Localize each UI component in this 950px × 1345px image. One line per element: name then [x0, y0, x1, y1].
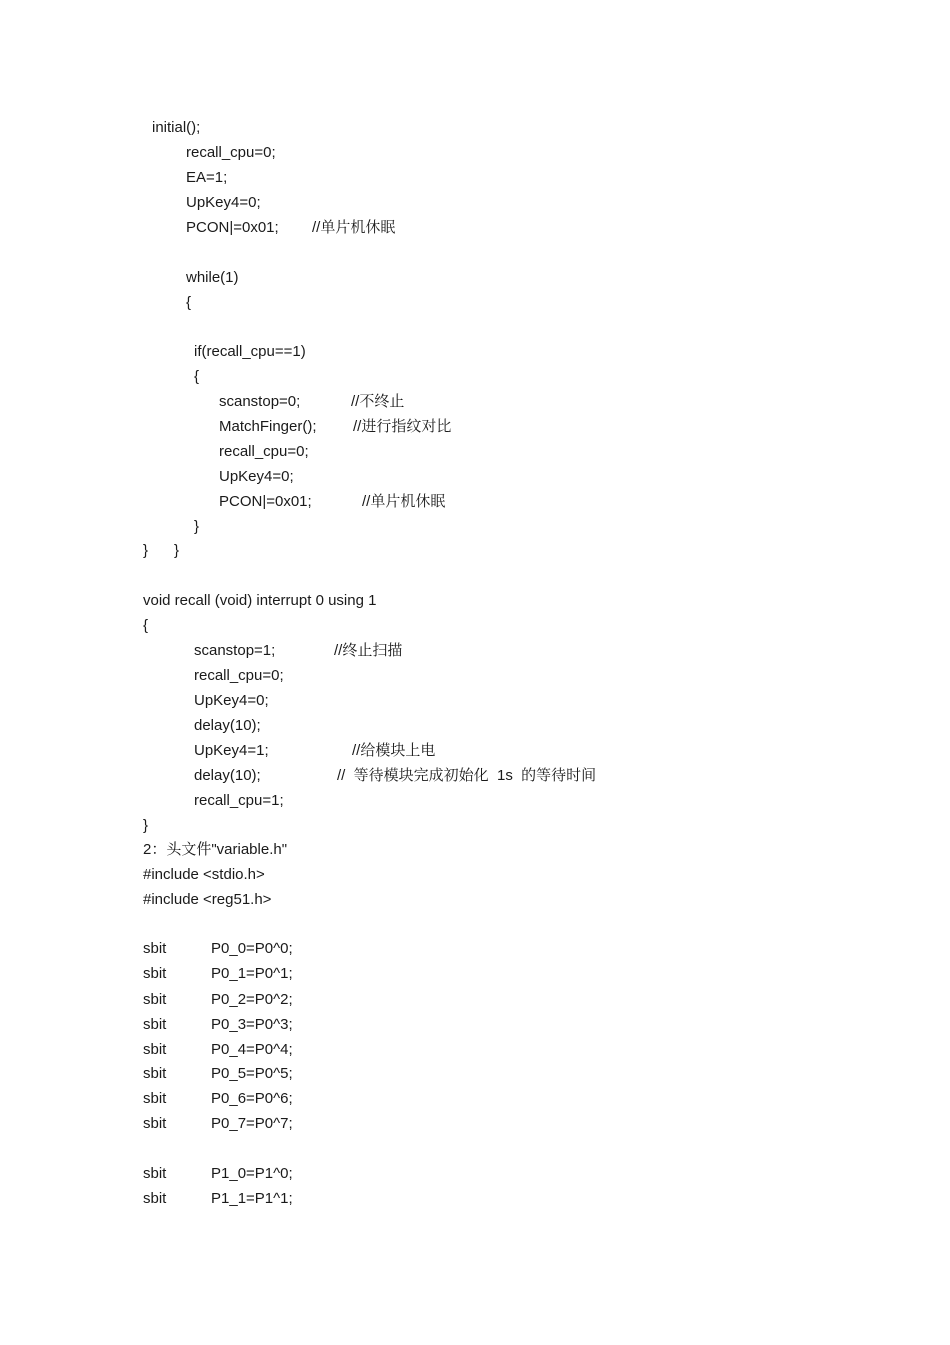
code-line	[0, 589, 950, 613]
code-text: 2：头文件"variable.h"	[143, 841, 288, 858]
code-line	[0, 639, 950, 663]
code-text: {	[186, 294, 192, 311]
code-line	[0, 1187, 950, 1211]
code-text: recall_cpu=0;	[219, 443, 309, 460]
code-line	[0, 216, 950, 240]
code-text: sbit	[143, 1190, 167, 1207]
code-text: while(1)	[186, 269, 239, 286]
code-line	[0, 789, 950, 813]
code-text: #include <stdio.h>	[143, 866, 265, 883]
code-line	[0, 141, 950, 165]
code-comment: //进行指纹对比	[353, 418, 452, 435]
code-line	[0, 539, 950, 563]
code-text: scanstop=0;	[219, 393, 301, 410]
code-text: sbit	[143, 1090, 167, 1107]
code-line	[0, 291, 950, 315]
code-line	[0, 1162, 950, 1186]
code-text: MatchFinger();	[219, 418, 317, 435]
code-text: P1_1=P1^1;	[211, 1190, 293, 1207]
code-text: EA=1;	[186, 169, 228, 186]
code-line	[0, 440, 950, 464]
code-text: P1_0=P1^0;	[211, 1165, 293, 1182]
code-text: UpKey4=0;	[194, 692, 269, 709]
code-text: sbit	[143, 940, 167, 957]
code-line	[0, 1112, 950, 1136]
code-text: P0_3=P0^3;	[211, 1016, 293, 1033]
code-line	[0, 1062, 950, 1086]
code-line	[0, 814, 950, 838]
code-text: recall_cpu=0;	[186, 144, 276, 161]
code-line	[0, 1038, 950, 1062]
code-comment: //终止扫描	[334, 642, 403, 659]
code-text: }	[174, 542, 180, 559]
code-text: recall_cpu=1;	[194, 792, 284, 809]
code-line	[0, 988, 950, 1012]
code-line	[0, 1013, 950, 1037]
code-line	[0, 116, 950, 140]
code-line	[0, 714, 950, 738]
code-comment: //不终止	[351, 393, 405, 410]
code-line	[0, 664, 950, 688]
code-text: {	[143, 617, 149, 634]
code-comment: //单片机休眠	[312, 219, 396, 236]
code-line	[0, 515, 950, 539]
code-comment: //单片机休眠	[362, 493, 446, 510]
code-text: P0_4=P0^4;	[211, 1041, 293, 1058]
code-text: UpKey4=1;	[194, 742, 269, 759]
code-text: sbit	[143, 1016, 167, 1033]
code-line	[0, 191, 950, 215]
code-text: }	[143, 542, 149, 559]
code-text: P0_1=P0^1;	[211, 965, 293, 982]
code-text: P0_6=P0^6;	[211, 1090, 293, 1107]
code-line	[0, 764, 950, 788]
code-line	[0, 365, 950, 389]
code-line	[0, 962, 950, 986]
code-text: P0_2=P0^2;	[211, 991, 293, 1008]
code-line	[0, 340, 950, 364]
code-line	[0, 490, 950, 514]
code-text: delay(10);	[194, 767, 261, 784]
code-text: scanstop=1;	[194, 642, 276, 659]
code-line	[0, 937, 950, 961]
code-text: {	[194, 368, 200, 385]
code-line	[0, 689, 950, 713]
code-text: recall_cpu=0;	[194, 667, 284, 684]
code-text: sbit	[143, 1115, 167, 1132]
code-text: sbit	[143, 1065, 167, 1082]
code-text: void recall (void) interrupt 0 using 1	[143, 592, 377, 609]
code-line	[0, 390, 950, 414]
code-line	[0, 614, 950, 638]
code-text: sbit	[143, 991, 167, 1008]
code-text: }	[194, 518, 200, 535]
code-comment: // 等待模块完成初始化 1s 的等待时间	[337, 767, 597, 784]
code-text: #include <reg51.h>	[143, 891, 272, 908]
code-text: initial();	[152, 119, 201, 136]
code-line	[0, 888, 950, 912]
code-line	[0, 1087, 950, 1111]
code-text: PCON|=0x01;	[219, 493, 312, 510]
code-line	[0, 266, 950, 290]
code-line	[0, 415, 950, 439]
code-line	[0, 166, 950, 190]
code-text: sbit	[143, 1165, 167, 1182]
code-text: UpKey4=0;	[219, 468, 294, 485]
code-text: P0_5=P0^5;	[211, 1065, 293, 1082]
code-line	[0, 465, 950, 489]
code-text: sbit	[143, 965, 167, 982]
code-text: UpKey4=0;	[186, 194, 261, 211]
code-line	[0, 838, 950, 862]
code-text: P0_7=P0^7;	[211, 1115, 293, 1132]
code-line	[0, 739, 950, 763]
code-text: delay(10);	[194, 717, 261, 734]
code-text: sbit	[143, 1041, 167, 1058]
code-text: }	[143, 817, 149, 834]
code-text: PCON|=0x01;	[186, 219, 279, 236]
code-text: P0_0=P0^0;	[211, 940, 293, 957]
code-line	[0, 863, 950, 887]
code-text: if(recall_cpu==1)	[194, 343, 306, 360]
code-comment: //给模块上电	[352, 742, 436, 759]
